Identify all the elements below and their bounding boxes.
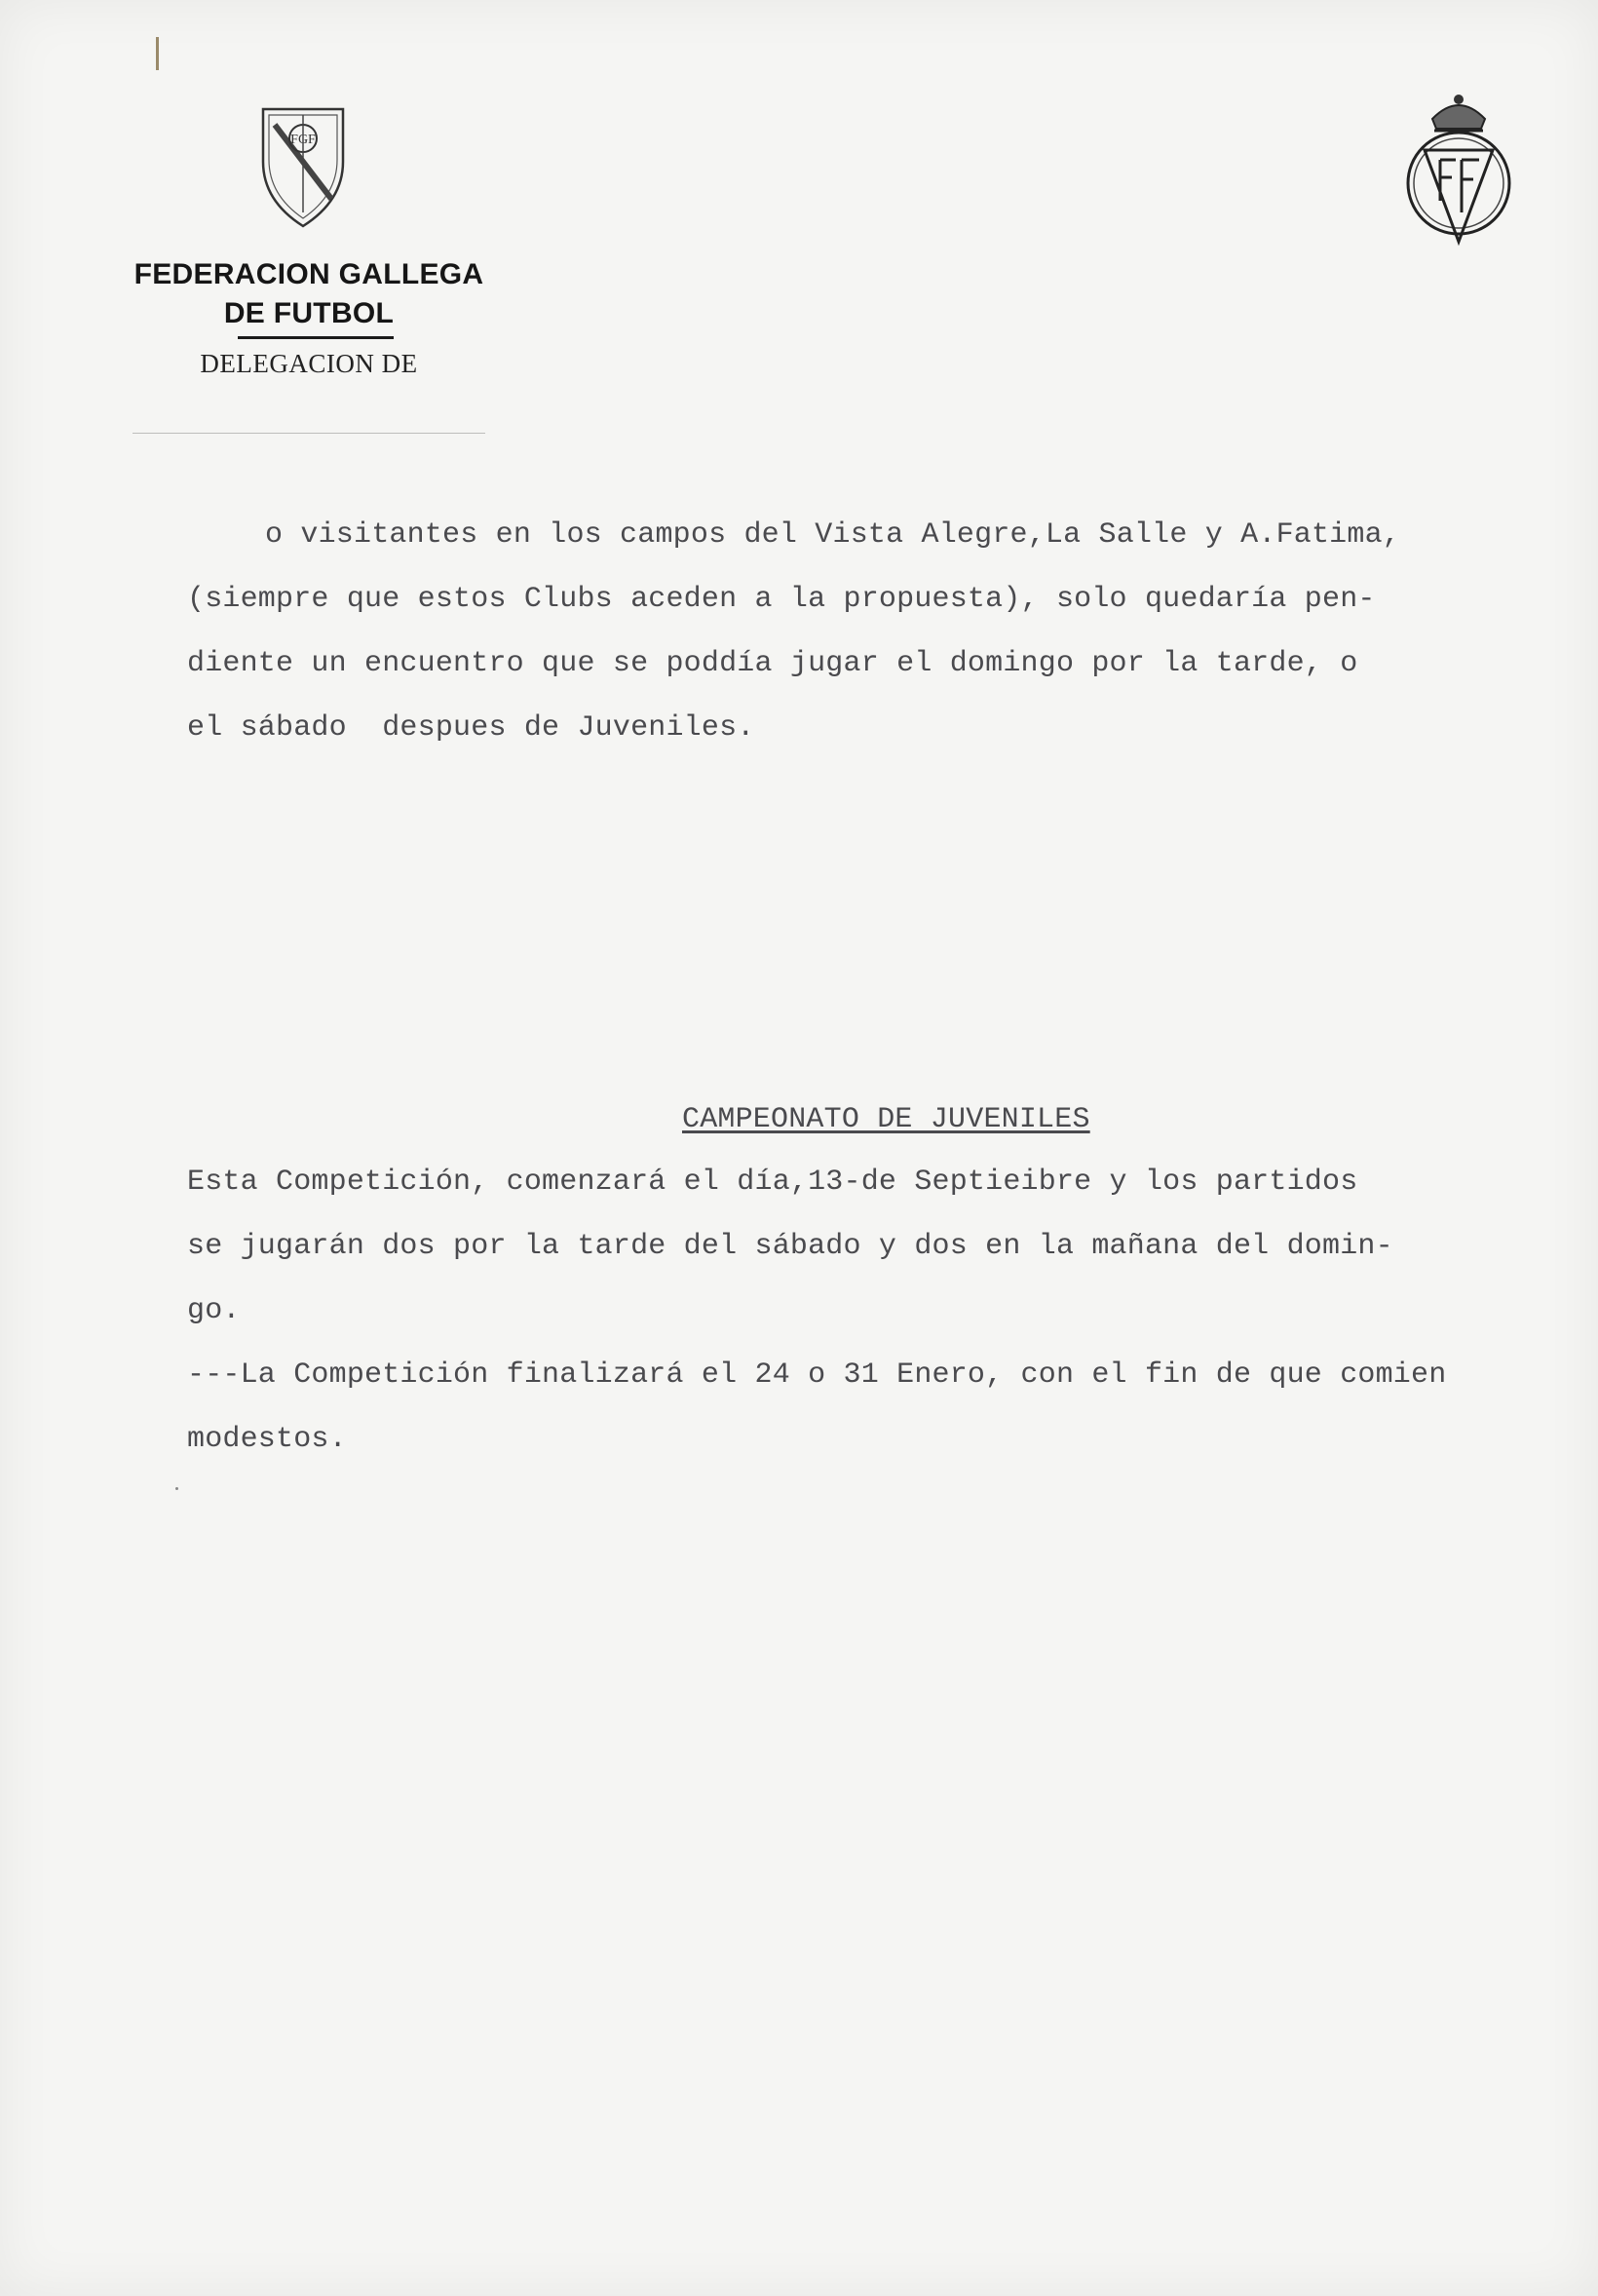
paragraph2-line5: modestos. [187, 1423, 347, 1456]
section-heading: CAMPEONATO DE JUVENILES [682, 1103, 1090, 1136]
paragraph2-line1: Esta Competición, comenzará el día,13-de Septieibre y los partidos [187, 1166, 1358, 1199]
organization-name [94, 255, 524, 333]
paragraph2-line2: se jugarán dos por la tarde del sábado y dos en la mañana del domin- [187, 1230, 1393, 1263]
paragraph2-line3: go. [187, 1294, 241, 1327]
organization-name-line1: FEDERACION GALLEGA [133, 258, 484, 290]
paragraph2-line4: ---La Competición finalizará el 24 o 31 Enero, con el fin de que comien [187, 1358, 1447, 1392]
royal-spanish-federation-crest-icon [1403, 86, 1514, 249]
paragraph1-line4: el sábado despues de Juveniles. [187, 711, 755, 745]
galician-federation-crest-icon [259, 103, 347, 230]
delegation-label: DELEGACION DE [200, 349, 418, 378]
header-divider [133, 433, 485, 434]
organization-underline [238, 336, 394, 339]
organization-name-line2: DE FUTBOL [223, 297, 395, 329]
paragraph1-line1: o visitantes en los campos del Vista Alegre,La Salle y A.Fatima, [265, 518, 1400, 552]
margin-mark [156, 37, 159, 70]
paragraph1-line3: diente un encuentro que se poddía jugar el domingo por la tarde, o [187, 647, 1358, 680]
paragraph1-line2: (siempre que estos Clubs aceden a la propuesta), solo quedaría pen- [187, 583, 1376, 616]
svg-text:FGF: FGF [290, 133, 316, 147]
paper-speck [175, 1487, 178, 1490]
